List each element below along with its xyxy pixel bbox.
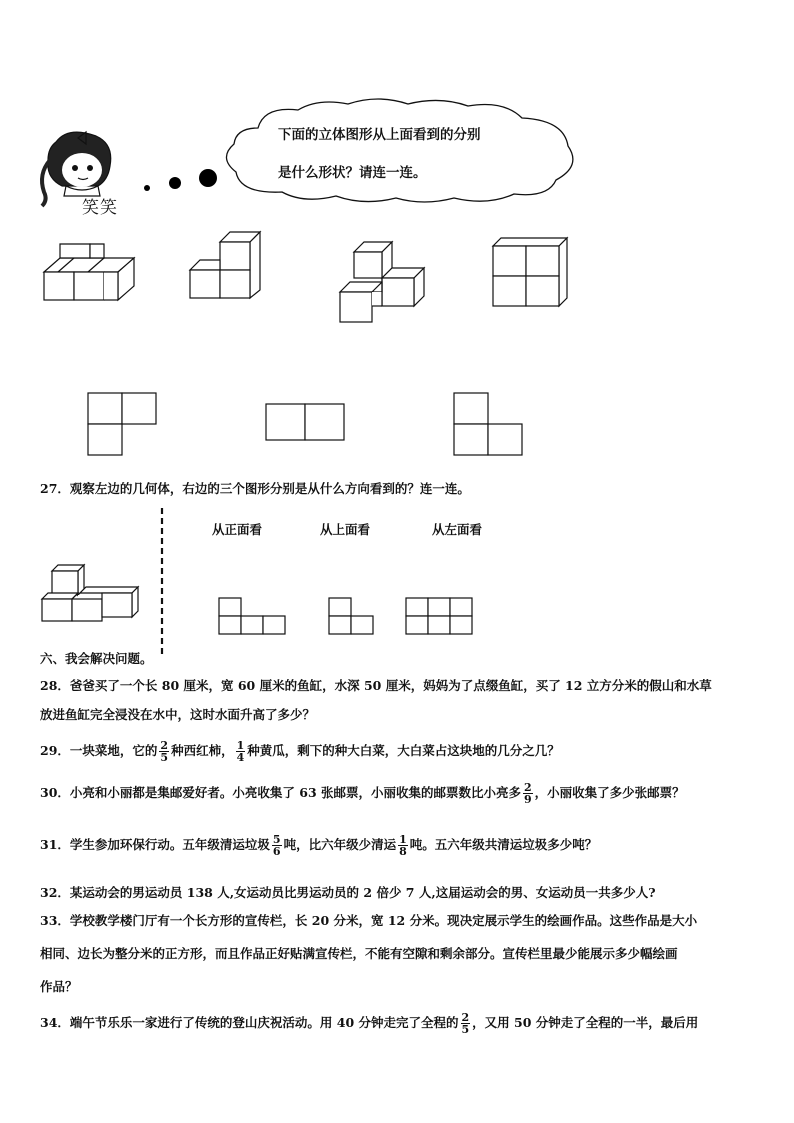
q29-f2-numerator: 1 <box>236 739 245 752</box>
q30-numerator: 2 <box>524 781 532 794</box>
question-31 <box>40 834 597 857</box>
q29-fraction-2 <box>236 740 246 763</box>
q34-text-b: ，又用 50 分钟走了全程的一半，最后用 <box>472 1015 699 1030</box>
q31-f1-numerator: 5 <box>272 833 281 846</box>
q31-f1-denominator: 6 <box>272 845 281 858</box>
solid-figure-2 <box>190 228 270 303</box>
q27-view-shape-1 <box>219 598 289 638</box>
q30-text-b: ，小丽收集了多少张邮票？ <box>534 785 685 800</box>
q31-text-b: 吨，比六年级少清运 <box>283 837 397 852</box>
q30-denominator: 9 <box>524 793 532 806</box>
q27-solid-figure <box>42 563 142 625</box>
q34-numerator: 2 <box>461 1011 470 1024</box>
character-name: 笑笑 <box>82 198 118 218</box>
question-28-line-1: 28．爸爸买了一个长 80 厘米，宽 60 厘米的鱼缸，水深 50 厘米，妈妈为了点缀鱼缸，买了 12 立方分米的假山和水草 <box>40 678 712 693</box>
question-30 <box>40 782 685 805</box>
question-29 <box>40 740 560 763</box>
q34-fraction <box>461 1012 471 1035</box>
view-shape-1 <box>88 393 158 457</box>
q29-text-b: 种西红柿， <box>171 743 234 758</box>
speech-line-1: 下面的立体图形从上面看到的分别 <box>278 127 481 143</box>
label-left-view: 从左面看 <box>432 522 483 537</box>
q31-fraction-1 <box>272 834 282 857</box>
q29-fraction-1 <box>159 740 169 763</box>
q31-text-c: 吨。五六年级共清运垃圾多少吨？ <box>409 837 598 852</box>
solid-figure-3 <box>340 236 430 326</box>
solid-figure-1 <box>44 244 134 304</box>
view-shape-3 <box>454 393 526 457</box>
question-32: 32．某运动会的男运动员 138 人,女运动员比男运动员的 2 倍少 7 人,这届运动会的男、女运动员一共多少人? <box>40 885 656 900</box>
thought-bubble-dots <box>140 165 230 205</box>
q31-fraction-2 <box>398 834 408 857</box>
q29-text-a: 29．一块菜地，它的 <box>40 743 158 758</box>
q31-f2-denominator: 8 <box>399 845 407 858</box>
q29-f1-numerator: 2 <box>160 739 169 752</box>
q29-text-c: 种黄瓜，剩下的种大白菜，大白菜占这块地的几分之几？ <box>247 743 560 758</box>
view-shape-2 <box>266 404 348 444</box>
q30-text-a: 30．小亮和小丽都是集邮爱好者。小亮收集了 63 张邮票，小丽收集的邮票数比小亮多 <box>40 785 521 800</box>
question-28-line-2: 放进鱼缸完全浸没在水中，这时水面升高了多少？ <box>40 707 316 722</box>
question-34 <box>40 1012 698 1035</box>
q31-f2-numerator: 1 <box>399 833 407 846</box>
speech-line-2: 是什么形状？请连一连。 <box>278 165 427 181</box>
speech-cloud <box>218 96 588 206</box>
q27-view-shape-2 <box>329 598 379 638</box>
solid-figure-4 <box>493 238 573 308</box>
q34-text-a: 34．端午节乐乐一家进行了传统的登山庆祝活动。用 40 分钟走完了全程的 <box>40 1015 459 1030</box>
q27-view-shape-3 <box>406 598 478 638</box>
q31-text-a: 31．学生参加环保行动。五年级清运垃圾 <box>40 837 270 852</box>
dashed-divider <box>160 508 166 658</box>
question-33-line-3: 作品？ <box>40 979 78 994</box>
q34-denominator: 5 <box>461 1023 470 1036</box>
label-front-view: 从正面看 <box>212 522 263 537</box>
question-33-line-1: 33．学校教学楼门厅有一个长方形的宣传栏，长 20 分米，宽 12 分米。现决定展示学生的绘画作品。这些作品是大小 <box>40 913 698 928</box>
q29-f1-denominator: 5 <box>160 751 169 764</box>
question-33-line-2: 相同、边长为整分米的正方形，而且作品正好贴满宣传栏，不能有空隙和剩余部分。宣传栏里最少能展示多少幅绘画 <box>40 946 678 961</box>
q30-fraction <box>523 782 533 805</box>
q29-f2-denominator: 4 <box>236 751 245 764</box>
question-27: 27．观察左边的几何体，右边的三个图形分别是从什么方向看到的？连一连。 <box>40 481 470 496</box>
section-6-heading: 六、我会解决问题。 <box>40 651 153 666</box>
label-top-view: 从上面看 <box>320 522 371 537</box>
